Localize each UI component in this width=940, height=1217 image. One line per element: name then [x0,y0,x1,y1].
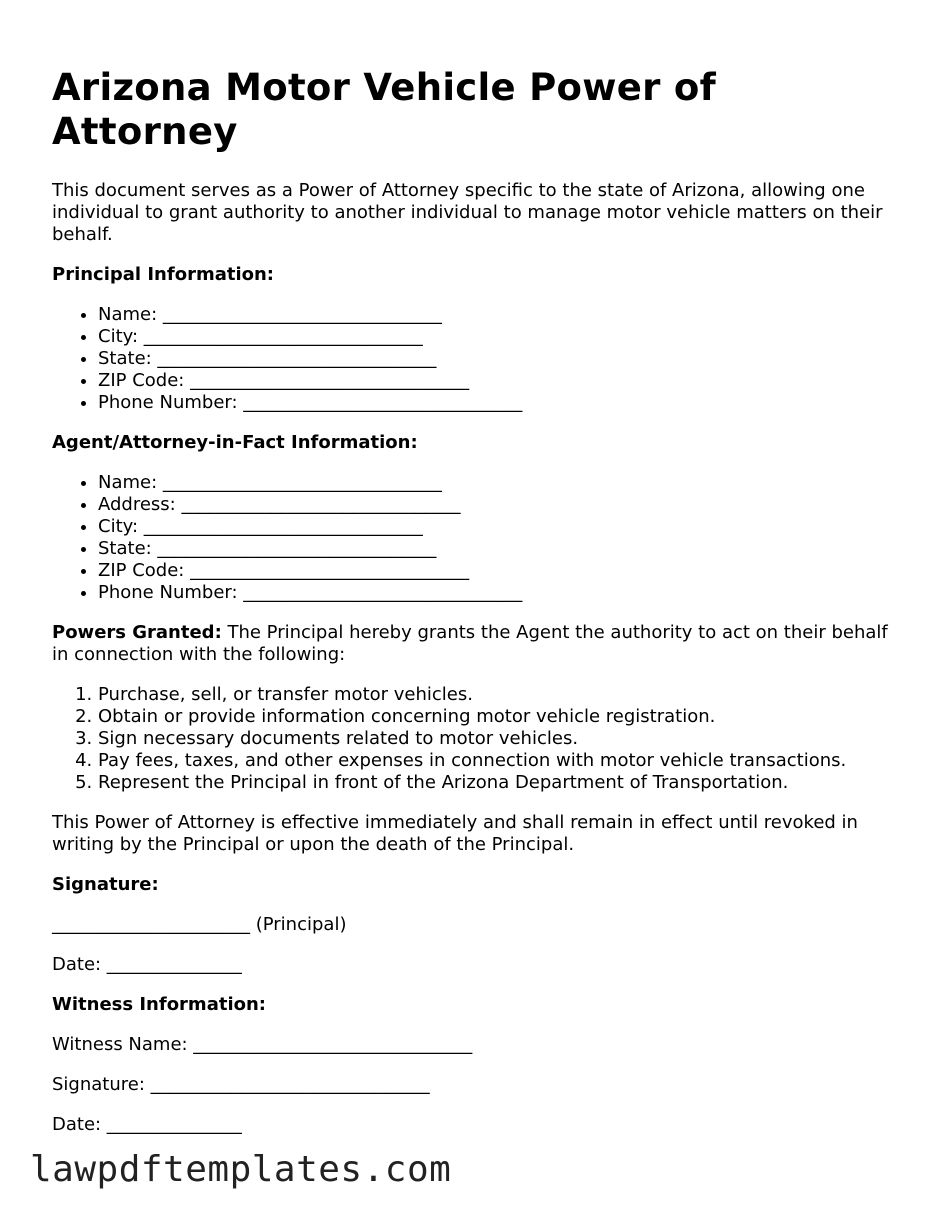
powers-label: Powers Granted: [52,622,222,643]
power-item: 4. Pay fees, taxes, and other expenses in connection with motor vehicle transactions. [98,750,892,772]
agent-name-field: • Name: _______________________________ [98,472,892,494]
agent-city-field: • City: _______________________________ [98,516,892,538]
agent-heading: Agent/Attorney-in-Fact Information: [52,432,418,453]
agent-phone-field: • Phone Number: _______________________________ [98,582,892,604]
intro-paragraph: This document serves as a Power of Attorney specific to the state of Arizona, allowing one individual to grant authority to another individual to manage motor vehicle matters on their behalf. [52,180,883,245]
principal-name-field: • Name: _______________________________ [98,304,892,326]
principal-heading: Principal Information: [52,264,275,285]
power-item: 5. Represent the Principal in front of the Arizona Department of Transportation. [98,772,892,794]
site-watermark: lawpdftemplates.com [30,1149,452,1190]
witness-signature-line: Signature: _______________________________ [52,1074,430,1095]
principal-state-field: • State: _______________________________ [98,348,892,370]
witness-heading: Witness Information: [52,994,266,1015]
powers-list [52,684,892,794]
powers-text: The Principal hereby grants the Agent the authority to act on their behalf in connection with the following: [52,622,888,665]
power-item: 3. Sign necessary documents related to motor vehicles. [98,728,892,750]
principal-phone-field: • Phone Number: _______________________________ [98,392,892,414]
agent-address-field: • Address: _______________________________ [98,494,892,516]
power-item: 1. Purchase, sell, or transfer motor vehicles. [98,684,892,706]
document-title: Arizona Motor Vehicle Power of Attorney [52,66,716,153]
agent-zip-field: • ZIP Code: _______________________________ [98,560,892,582]
principal-zip-field: • ZIP Code: _______________________________ [98,370,892,392]
document-page [52,66,892,1154]
witness-name-line: Witness Name: _______________________________ [52,1034,473,1055]
agent-fields-list [52,472,892,604]
powers-paragraph [52,622,892,666]
principal-city-field: • City: _______________________________ [98,326,892,348]
principal-date-line: Date: _______________ [52,954,242,975]
principal-fields-list [52,304,892,414]
effective-paragraph: This Power of Attorney is effective immediately and shall remain in effect until revoked in writing by the Principal or upon the death of the Principal. [52,812,858,855]
signature-heading: Signature: [52,874,159,895]
principal-signature-line: ______________________ (Principal) [52,914,347,935]
power-item: 2. Obtain or provide information concerning motor vehicle registration. [98,706,892,728]
agent-state-field: • State: _______________________________ [98,538,892,560]
witness-date-line: Date: _______________ [52,1114,242,1135]
